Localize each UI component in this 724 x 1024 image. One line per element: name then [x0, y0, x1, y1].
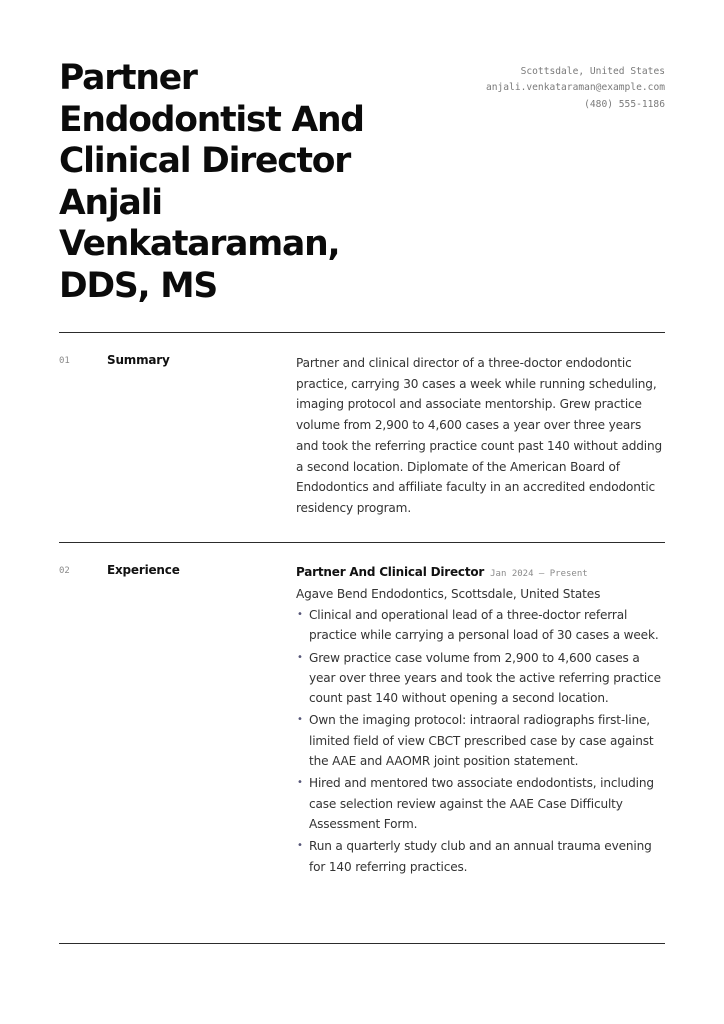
- bullet-text: Grew practice case volume from 2,900 to 4,600 cases a year over three years and took the active referring practice count past 140 without opening a second location.: [309, 650, 661, 706]
- job-header: [296, 564, 665, 582]
- experience-body: [296, 564, 665, 879]
- bullet-icon: •: [297, 840, 303, 852]
- bullet-icon: •: [297, 651, 303, 663]
- bullet-icon: •: [297, 777, 303, 789]
- list-item: [296, 605, 665, 646]
- bullet-text: Hired and mentored two associate endodontists, including case selection review against the AAE Case Difficulty Assessment Form.: [309, 776, 654, 831]
- resume-header: [59, 0, 665, 332]
- list-item: [296, 648, 665, 709]
- contact-location: Scottsdale, United States: [520, 66, 665, 77]
- section-title: Experience: [107, 563, 180, 577]
- divider: [59, 943, 665, 944]
- section-title: Summary: [107, 353, 170, 367]
- job-dates: Jan 2024 – Present: [490, 569, 588, 579]
- summary-section: [59, 333, 665, 542]
- bullet-text: Own the imaging protocol: intraoral radiographs first-line, limited field of view CBCT prescribed case by case against the AAE and AAOMR joint position statement.: [309, 713, 654, 769]
- list-item: [296, 773, 665, 834]
- section-number: 01: [59, 356, 70, 366]
- list-item: [296, 836, 665, 877]
- name-title: Partner Endodontist And Clinical Director Anjali Venkataraman, DDS, MS: [59, 58, 364, 306]
- list-item: [296, 710, 665, 771]
- bullet-text: Clinical and operational lead of a three-doctor referral practice while carrying a personal load of 30 cases a week.: [309, 608, 659, 643]
- bullet-icon: •: [297, 714, 303, 726]
- section-number: 02: [59, 566, 70, 576]
- contact-block: [486, 64, 665, 113]
- bullet-icon: •: [297, 609, 303, 620]
- job-bullets: [296, 605, 665, 877]
- contact-email[interactable]: anjali.venkataraman@example.com: [485, 82, 665, 94]
- job-entry: [296, 564, 665, 877]
- bullet-text: Run a quarterly study club and an annual trauma evening for 140 referring practices.: [309, 839, 652, 874]
- resume-page: [59, 0, 665, 944]
- contact-phone[interactable]: (480) 555-1186: [584, 98, 665, 110]
- summary-body: [296, 353, 665, 519]
- experience-section: [59, 543, 665, 943]
- job-organization: Agave Bend Endodontics, Scottsdale, United States: [296, 587, 601, 601]
- summary-text: Partner and clinical director of a three-doctor endodontic practice, carrying 30 cases a week while running scheduling, imaging protocol and associate mentorship. Grew practice volume from 2,900 to 4,600 cases a year over three years and took the referring practice count past 140 without adding a second location. Diplomate of the American Board of Endodontics and affiliate faculty in an accredited endodontic residency program.: [296, 356, 663, 515]
- job-title: Partner And Clinical Director: [296, 565, 485, 579]
